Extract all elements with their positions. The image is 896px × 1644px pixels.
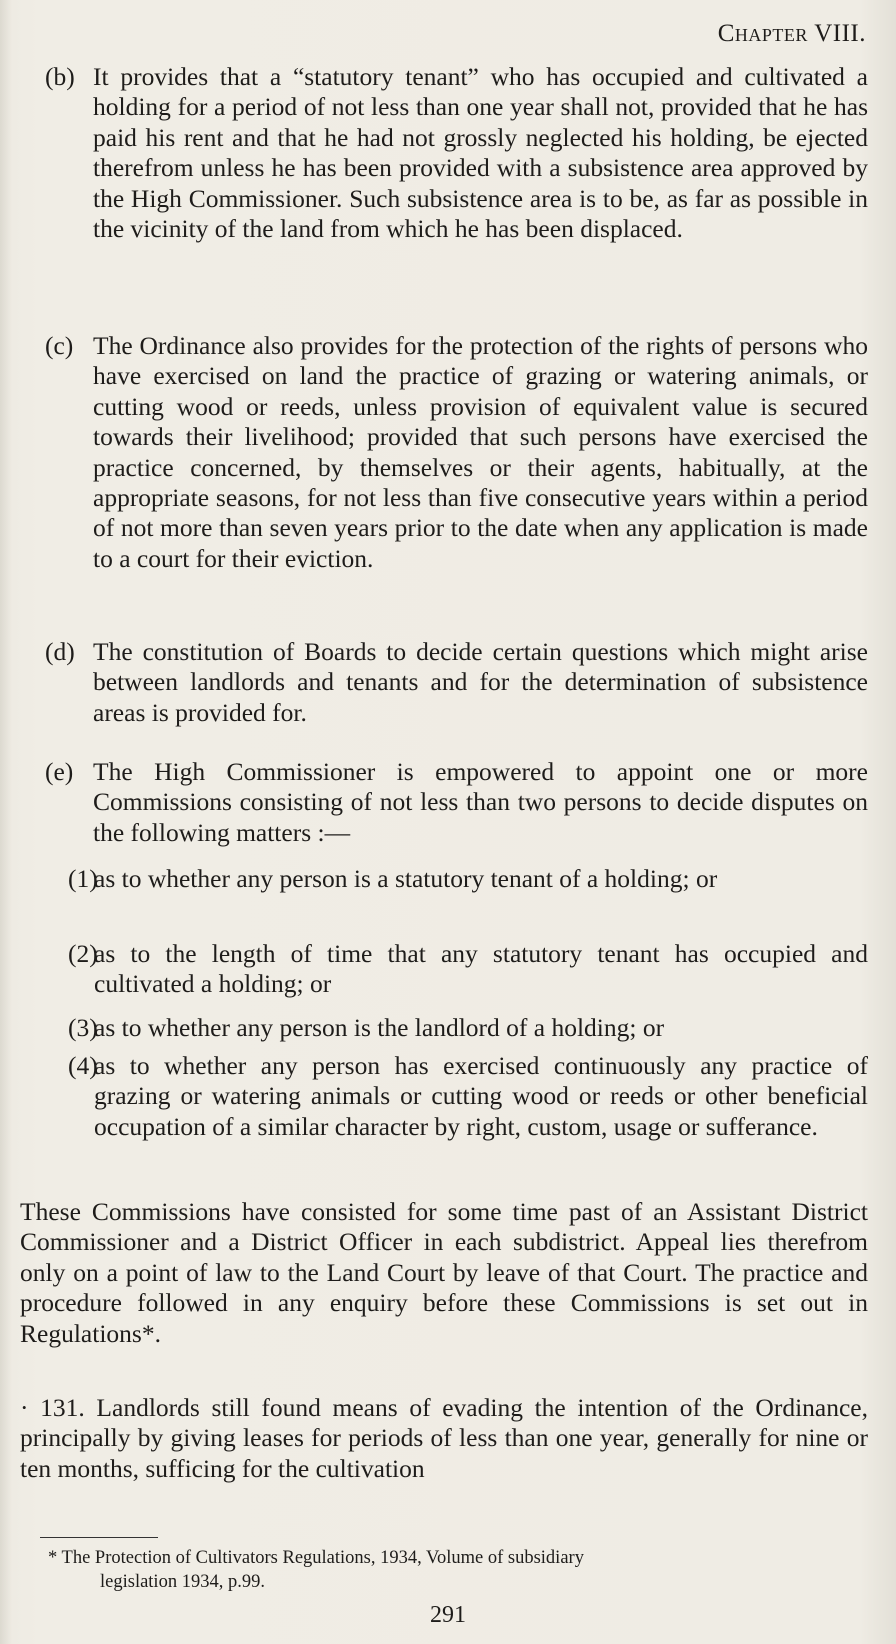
subclause-3 <box>68 1013 868 1043</box>
subclause-text: as to whether any person is the landlord of a holding; or <box>94 1013 665 1042</box>
clause-label: (b) <box>45 62 75 91</box>
subclause-text: as to whether any person is a statutory tenant of a holding; or <box>94 864 718 893</box>
subclause-4 <box>68 1051 868 1142</box>
clause-label: (c) <box>45 331 74 360</box>
subclause-2 <box>68 939 868 1000</box>
paragraph-131: · 131. Landlords still found means of evading the intention of the Ordinance, principally by giving leases for periods of less than one year, generally for nine or ten months, sufficing for the cultivation <box>20 1393 868 1483</box>
clause-b <box>45 62 868 244</box>
subclause-text: as to whether any person has exercised continuously any practice of grazing or watering animals or cutting wood or reeds or other beneficial occupation of a similar character by right, custom, usage or sufferance. <box>94 1051 868 1141</box>
subclause-label: (2) <box>68 939 98 968</box>
chapter-heading: Chapter VIII. <box>717 20 866 47</box>
subclause-1 <box>68 864 868 894</box>
subclause-label: (4) <box>68 1051 98 1080</box>
page-number: 291 <box>430 1602 466 1628</box>
commissions-paragraph: These Commissions have consisted for some time past of an Assistant District Commissioner and a District Officer in each subdistrict. Appeal lies therefrom only on a point of law to the Land Court by leave of that Court. The practice and procedure followed in any enquiry before these Commissions is set out in Regulations*. <box>20 1197 868 1348</box>
clause-c <box>45 331 868 574</box>
footnote-line-1: * The Protection of Cultivators Regulations, 1934, Volume of subsidiary <box>48 1548 584 1568</box>
clause-text: It provides that a “statutory tenant” who has occupied and cultivated a holding for a period of not less than one year shall not, provided that he has paid his rent and that he had not grossly neglected his holding, be ejected therefrom unless he has been provided with a subsistence area approved by the High Commissioner. Such subsistence area is to be, as far as possible in the vicinity of the land from which he has been displaced. <box>93 62 868 244</box>
footnote-rule <box>40 1537 158 1538</box>
footnote-line-2: legislation 1934, p.99. <box>100 1572 265 1592</box>
subclause-label: (1) <box>68 864 98 893</box>
clause-text: The constitution of Boards to decide certain questions which might arise between landlords and tenants and for the determination of subsistence areas is provided for. <box>93 637 868 727</box>
clause-label: (e) <box>45 757 74 786</box>
subclause-label: (3) <box>68 1013 98 1042</box>
clause-text: The High Commissioner is empowered to appoint one or more Commissions consisting of not less than two persons to decide disputes on the following matters :— <box>93 757 868 847</box>
clause-label: (d) <box>45 637 75 666</box>
subclause-text: as to the length of time that any statutory tenant has occupied and cultivated a holding; or <box>94 939 868 999</box>
footnote <box>48 1546 848 1594</box>
clause-d <box>45 637 868 728</box>
clause-e <box>45 757 868 848</box>
clause-text: The Ordinance also provides for the protection of the rights of persons who have exercised on land the practice of grazing or watering animals, or cutting wood or reeds, unless provision of equivalent value is secured towards their livelihood; provided that such persons have exercised the practice concerned, by themselves or their agents, habitually, at the appropriate seasons, for not less than five consecutive years within a period of not more than seven years prior to the date when any application is made to a court for their eviction. <box>93 331 868 573</box>
